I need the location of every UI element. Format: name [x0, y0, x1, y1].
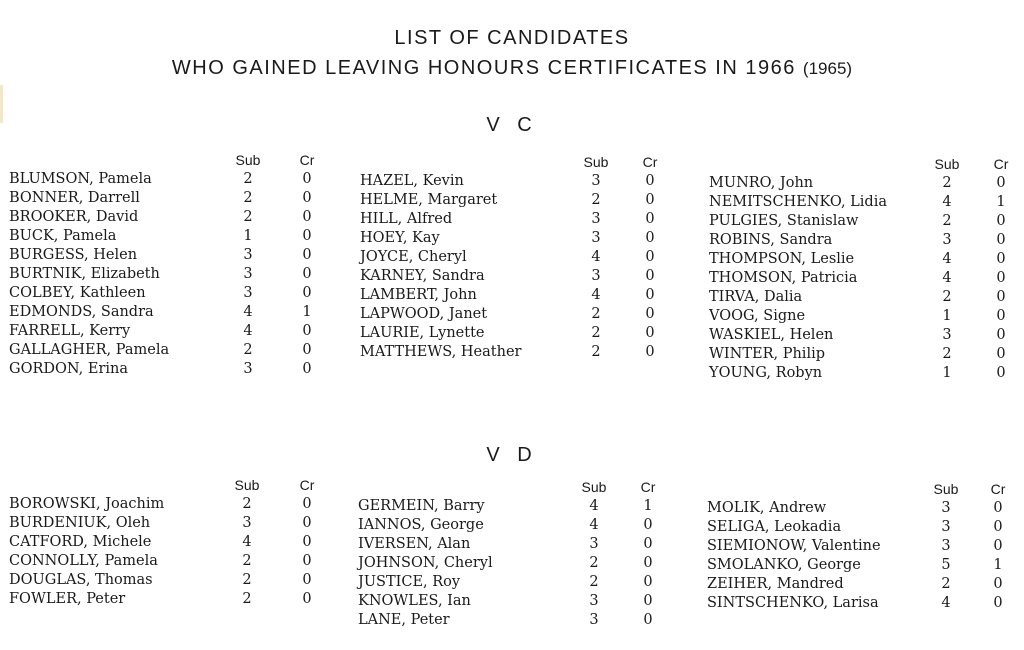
subjects-count: 3 [243, 285, 253, 301]
candidate-row [709, 193, 1024, 212]
vc-column-3 [709, 155, 1024, 383]
candidate-row [360, 267, 680, 286]
credits-count: 0 [993, 519, 1003, 535]
document-subtitle [0, 57, 1024, 80]
credits-count: 0 [302, 591, 312, 607]
subjects-count: 3 [942, 327, 952, 343]
vc-column-2 [360, 153, 680, 362]
subjects-count: 2 [591, 325, 601, 341]
credits-count: 0 [643, 536, 653, 552]
candidate-name: NEMITSCHENKO, Lidia [709, 194, 887, 210]
subjects-count: 2 [242, 572, 252, 588]
candidate-name: BURGESS, Helen [9, 247, 138, 263]
credits-count: 0 [996, 327, 1006, 343]
candidate-name: KNOWLES, Ian [358, 593, 471, 609]
candidate-name: BROOKER, David [9, 209, 139, 225]
cr-header: Cr [299, 477, 315, 493]
subjects-count: 3 [941, 538, 951, 554]
document-title: LIST OF CANDIDATES [394, 27, 630, 49]
candidate-name: PULGIES, Stanislaw [709, 213, 859, 229]
candidate-row [9, 265, 329, 284]
candidate-name: BONNER, Darrell [9, 190, 140, 206]
candidate-row [360, 286, 680, 305]
sub-header: Sub [581, 479, 607, 495]
candidate-row [707, 594, 1024, 613]
subjects-count: 2 [243, 171, 253, 187]
subjects-count: 4 [243, 323, 253, 339]
credits-count: 0 [645, 249, 655, 265]
candidate-row [709, 269, 1024, 288]
candidate-name: GALLAGHER, Pamela [9, 342, 170, 358]
candidate-row [360, 172, 680, 191]
credits-count: 0 [996, 251, 1006, 267]
subjects-count: 4 [243, 304, 253, 320]
candidate-name: THOMSON, Patricia [709, 270, 858, 286]
subtitle-text: WHO GAINED LEAVING HONOURS CERTIFICATES IN 1966 [171, 57, 796, 79]
credits-count: 0 [302, 171, 312, 187]
credits-count: 0 [643, 555, 653, 571]
candidate-name: CATFORD, Michele [9, 534, 152, 550]
credits-count: 0 [643, 612, 653, 628]
candidate-row [9, 533, 329, 552]
subjects-count: 1 [942, 365, 952, 381]
credits-count: 0 [645, 268, 655, 284]
column-header [709, 155, 1024, 174]
subjects-count: 1 [243, 228, 253, 244]
candidate-name: YOUNG, Robyn [709, 365, 823, 381]
cr-header: Cr [299, 152, 315, 168]
cr-header: Cr [993, 156, 1009, 172]
candidate-name: LAPWOOD, Janet [360, 306, 488, 322]
candidate-row [9, 303, 329, 322]
credits-count: 0 [302, 323, 312, 339]
subjects-count: 5 [941, 557, 951, 573]
column-header [9, 476, 329, 495]
candidate-row [360, 343, 680, 362]
candidate-name: ROBINS, Sandra [709, 232, 833, 248]
candidate-row [709, 231, 1024, 250]
credits-count: 0 [996, 308, 1006, 324]
candidate-name: WINTER, Philip [709, 346, 825, 362]
candidate-name: SMOLANKO, George [707, 557, 861, 573]
candidate-row [9, 514, 329, 533]
candidate-row [9, 284, 329, 303]
credits-count: 0 [645, 230, 655, 246]
candidate-name: BURTNIK, Elizabeth [9, 266, 160, 282]
subjects-count: 4 [942, 270, 952, 286]
vc-column-1 [9, 151, 329, 379]
subjects-count: 4 [242, 534, 252, 550]
credits-count: 0 [302, 515, 312, 531]
credits-count: 0 [302, 285, 312, 301]
section-heading-vc: V C [486, 114, 538, 136]
column-header [360, 153, 680, 172]
candidate-name: HAZEL, Kevin [360, 173, 464, 189]
candidate-row [9, 571, 329, 590]
subjects-count: 4 [941, 595, 951, 611]
subjects-count: 2 [942, 213, 952, 229]
candidate-row [9, 189, 329, 208]
subjects-count: 3 [242, 515, 252, 531]
candidate-name: EDMONDS, Sandra [9, 304, 154, 320]
subjects-count: 3 [941, 500, 951, 516]
credits-count: 0 [996, 175, 1006, 191]
candidate-name: FOWLER, Peter [9, 591, 126, 607]
candidate-row [9, 552, 329, 571]
candidate-name: CONNOLLY, Pamela [9, 553, 158, 569]
vd-column-3 [707, 480, 1024, 613]
credits-count: 0 [645, 192, 655, 208]
subjects-count: 2 [242, 591, 252, 607]
candidate-row [709, 326, 1024, 345]
subjects-count: 3 [591, 173, 601, 189]
credits-count: 0 [996, 213, 1006, 229]
subjects-count: 3 [942, 232, 952, 248]
subjects-count: 3 [591, 230, 601, 246]
credits-count: 0 [645, 325, 655, 341]
candidate-row [360, 191, 680, 210]
candidate-row [709, 288, 1024, 307]
candidate-name: COLBEY, Kathleen [9, 285, 146, 301]
candidate-name: HILL, Alfred [360, 211, 453, 227]
subjects-count: 3 [589, 612, 599, 628]
candidate-row [707, 575, 1024, 594]
credits-count: 0 [302, 361, 312, 377]
credits-count: 0 [993, 538, 1003, 554]
candidate-name: DOUGLAS, Thomas [9, 572, 153, 588]
candidate-row [709, 250, 1024, 269]
credits-count: 0 [302, 228, 312, 244]
subjects-count: 2 [242, 553, 252, 569]
credits-count: 1 [643, 498, 653, 514]
candidate-name: IANNOS, George [358, 517, 484, 533]
candidate-name: SELIGA, Leokadia [707, 519, 842, 535]
vd-column-2 [358, 478, 678, 630]
sub-header: Sub [933, 481, 959, 497]
candidate-name: GORDON, Erina [9, 361, 129, 377]
subjects-count: 2 [942, 346, 952, 362]
subjects-count: 3 [243, 266, 253, 282]
credits-count: 0 [302, 496, 312, 512]
candidate-row [360, 229, 680, 248]
column-header [9, 151, 329, 170]
candidate-row [709, 364, 1024, 383]
sub-header: Sub [583, 154, 609, 170]
credits-count: 0 [645, 173, 655, 189]
candidate-name: IVERSEN, Alan [358, 536, 471, 552]
candidate-name: FARRELL, Kerry [9, 323, 131, 339]
candidate-name: JOHNSON, Cheryl [358, 555, 493, 571]
credits-count: 0 [645, 344, 655, 360]
subjects-count: 2 [591, 344, 601, 360]
candidate-name: MUNRO, John [709, 175, 814, 191]
candidate-row [9, 495, 329, 514]
subjects-count: 3 [243, 247, 253, 263]
candidate-name: HOEY, Kay [360, 230, 440, 246]
subjects-count: 2 [941, 576, 951, 592]
credits-count: 0 [302, 266, 312, 282]
credits-count: 0 [645, 287, 655, 303]
candidate-row [360, 305, 680, 324]
candidate-row [358, 516, 678, 535]
cr-header: Cr [640, 479, 656, 495]
candidate-name: LAMBERT, John [360, 287, 477, 303]
vd-column-1 [9, 476, 329, 609]
credits-count: 0 [643, 574, 653, 590]
candidate-row [9, 208, 329, 227]
candidate-name: SIEMIONOW, Valentine [707, 538, 881, 554]
subjects-count: 2 [591, 192, 601, 208]
candidate-name: HELME, Margaret [360, 192, 498, 208]
subjects-count: 4 [591, 249, 601, 265]
candidate-row [709, 345, 1024, 364]
candidate-name: JUSTICE, Roy [358, 574, 461, 590]
credits-count: 0 [302, 190, 312, 206]
candidate-name: JOYCE, Cheryl [360, 249, 467, 265]
candidate-row [709, 307, 1024, 326]
candidate-row [358, 497, 678, 516]
subjects-count: 4 [589, 498, 599, 514]
candidate-name: GERMEIN, Barry [358, 498, 485, 514]
candidate-name: MOLIK, Andrew [707, 500, 827, 516]
candidate-row [9, 322, 329, 341]
subjects-count: 2 [243, 209, 253, 225]
candidate-row [709, 174, 1024, 193]
candidate-name: BURDENIUK, Oleh [9, 515, 151, 531]
subjects-count: 2 [942, 175, 952, 191]
sub-header: Sub [234, 477, 260, 493]
candidate-name: MATTHEWS, Heather [360, 344, 522, 360]
subtitle-year-note: (1965) [802, 59, 853, 78]
credits-count: 0 [645, 211, 655, 227]
candidate-name: WASKIEL, Helen [709, 327, 834, 343]
candidate-row [358, 611, 678, 630]
candidate-row [358, 535, 678, 554]
candidate-row [709, 212, 1024, 231]
candidate-row [707, 518, 1024, 537]
candidate-row [9, 590, 329, 609]
candidate-row [9, 170, 329, 189]
candidate-name: KARNEY, Sandra [360, 268, 485, 284]
subjects-count: 2 [591, 306, 601, 322]
candidate-row [360, 324, 680, 343]
credits-count: 0 [996, 270, 1006, 286]
credits-count: 0 [993, 500, 1003, 516]
credits-count: 0 [302, 209, 312, 225]
subjects-count: 2 [243, 190, 253, 206]
subjects-count: 2 [589, 574, 599, 590]
credits-count: 0 [996, 289, 1006, 305]
subjects-count: 2 [243, 342, 253, 358]
cr-header: Cr [642, 154, 658, 170]
credits-count: 0 [643, 517, 653, 533]
subjects-count: 2 [242, 496, 252, 512]
subjects-count: 2 [942, 289, 952, 305]
subjects-count: 2 [589, 555, 599, 571]
subjects-count: 3 [589, 536, 599, 552]
candidate-name: BUCK, Pamela [9, 228, 117, 244]
subjects-count: 4 [589, 517, 599, 533]
credits-count: 0 [302, 342, 312, 358]
subjects-count: 4 [942, 194, 952, 210]
credits-count: 0 [996, 365, 1006, 381]
candidate-row [9, 227, 329, 246]
subjects-count: 3 [591, 211, 601, 227]
credits-count: 0 [993, 576, 1003, 592]
candidate-row [358, 554, 678, 573]
candidate-name: ZEIHER, Mandred [707, 576, 844, 592]
subjects-count: 4 [942, 251, 952, 267]
credits-count: 0 [302, 247, 312, 263]
credits-count: 0 [996, 232, 1006, 248]
credits-count: 0 [993, 595, 1003, 611]
candidate-name: SINTSCHENKO, Larisa [707, 595, 879, 611]
credits-count: 0 [643, 593, 653, 609]
credits-count: 0 [302, 553, 312, 569]
candidate-row [358, 592, 678, 611]
candidate-name: THOMPSON, Leslie [709, 251, 855, 267]
section-heading-vd: V D [486, 444, 538, 466]
candidate-row [707, 499, 1024, 518]
subjects-count: 1 [942, 308, 952, 324]
candidate-row [360, 210, 680, 229]
credits-count: 0 [302, 572, 312, 588]
candidate-name: BLUMSON, Pamela [9, 171, 152, 187]
credits-count: 1 [993, 557, 1003, 573]
sub-header: Sub [235, 152, 261, 168]
credits-count: 0 [302, 534, 312, 550]
candidate-row [707, 556, 1024, 575]
candidate-name: TIRVA, Dalia [709, 289, 803, 305]
candidate-row [9, 341, 329, 360]
candidate-name: BOROWSKI, Joachim [9, 496, 165, 512]
candidate-row [358, 573, 678, 592]
candidate-row [9, 360, 329, 379]
column-header [358, 478, 678, 497]
credits-count: 1 [302, 304, 312, 320]
candidate-name: LAURIE, Lynette [360, 325, 485, 341]
subjects-count: 3 [243, 361, 253, 377]
cr-header: Cr [990, 481, 1006, 497]
subjects-count: 3 [591, 268, 601, 284]
candidate-row [9, 246, 329, 265]
subjects-count: 3 [941, 519, 951, 535]
candidate-name: LANE, Peter [358, 612, 450, 628]
subjects-count: 3 [589, 593, 599, 609]
candidate-name: VOOG, Signe [709, 308, 806, 324]
credits-count: 0 [645, 306, 655, 322]
credits-count: 1 [996, 194, 1006, 210]
candidate-row [707, 537, 1024, 556]
credits-count: 0 [996, 346, 1006, 362]
sub-header: Sub [934, 156, 960, 172]
candidate-row [360, 248, 680, 267]
column-header [707, 480, 1024, 499]
subjects-count: 4 [591, 287, 601, 303]
